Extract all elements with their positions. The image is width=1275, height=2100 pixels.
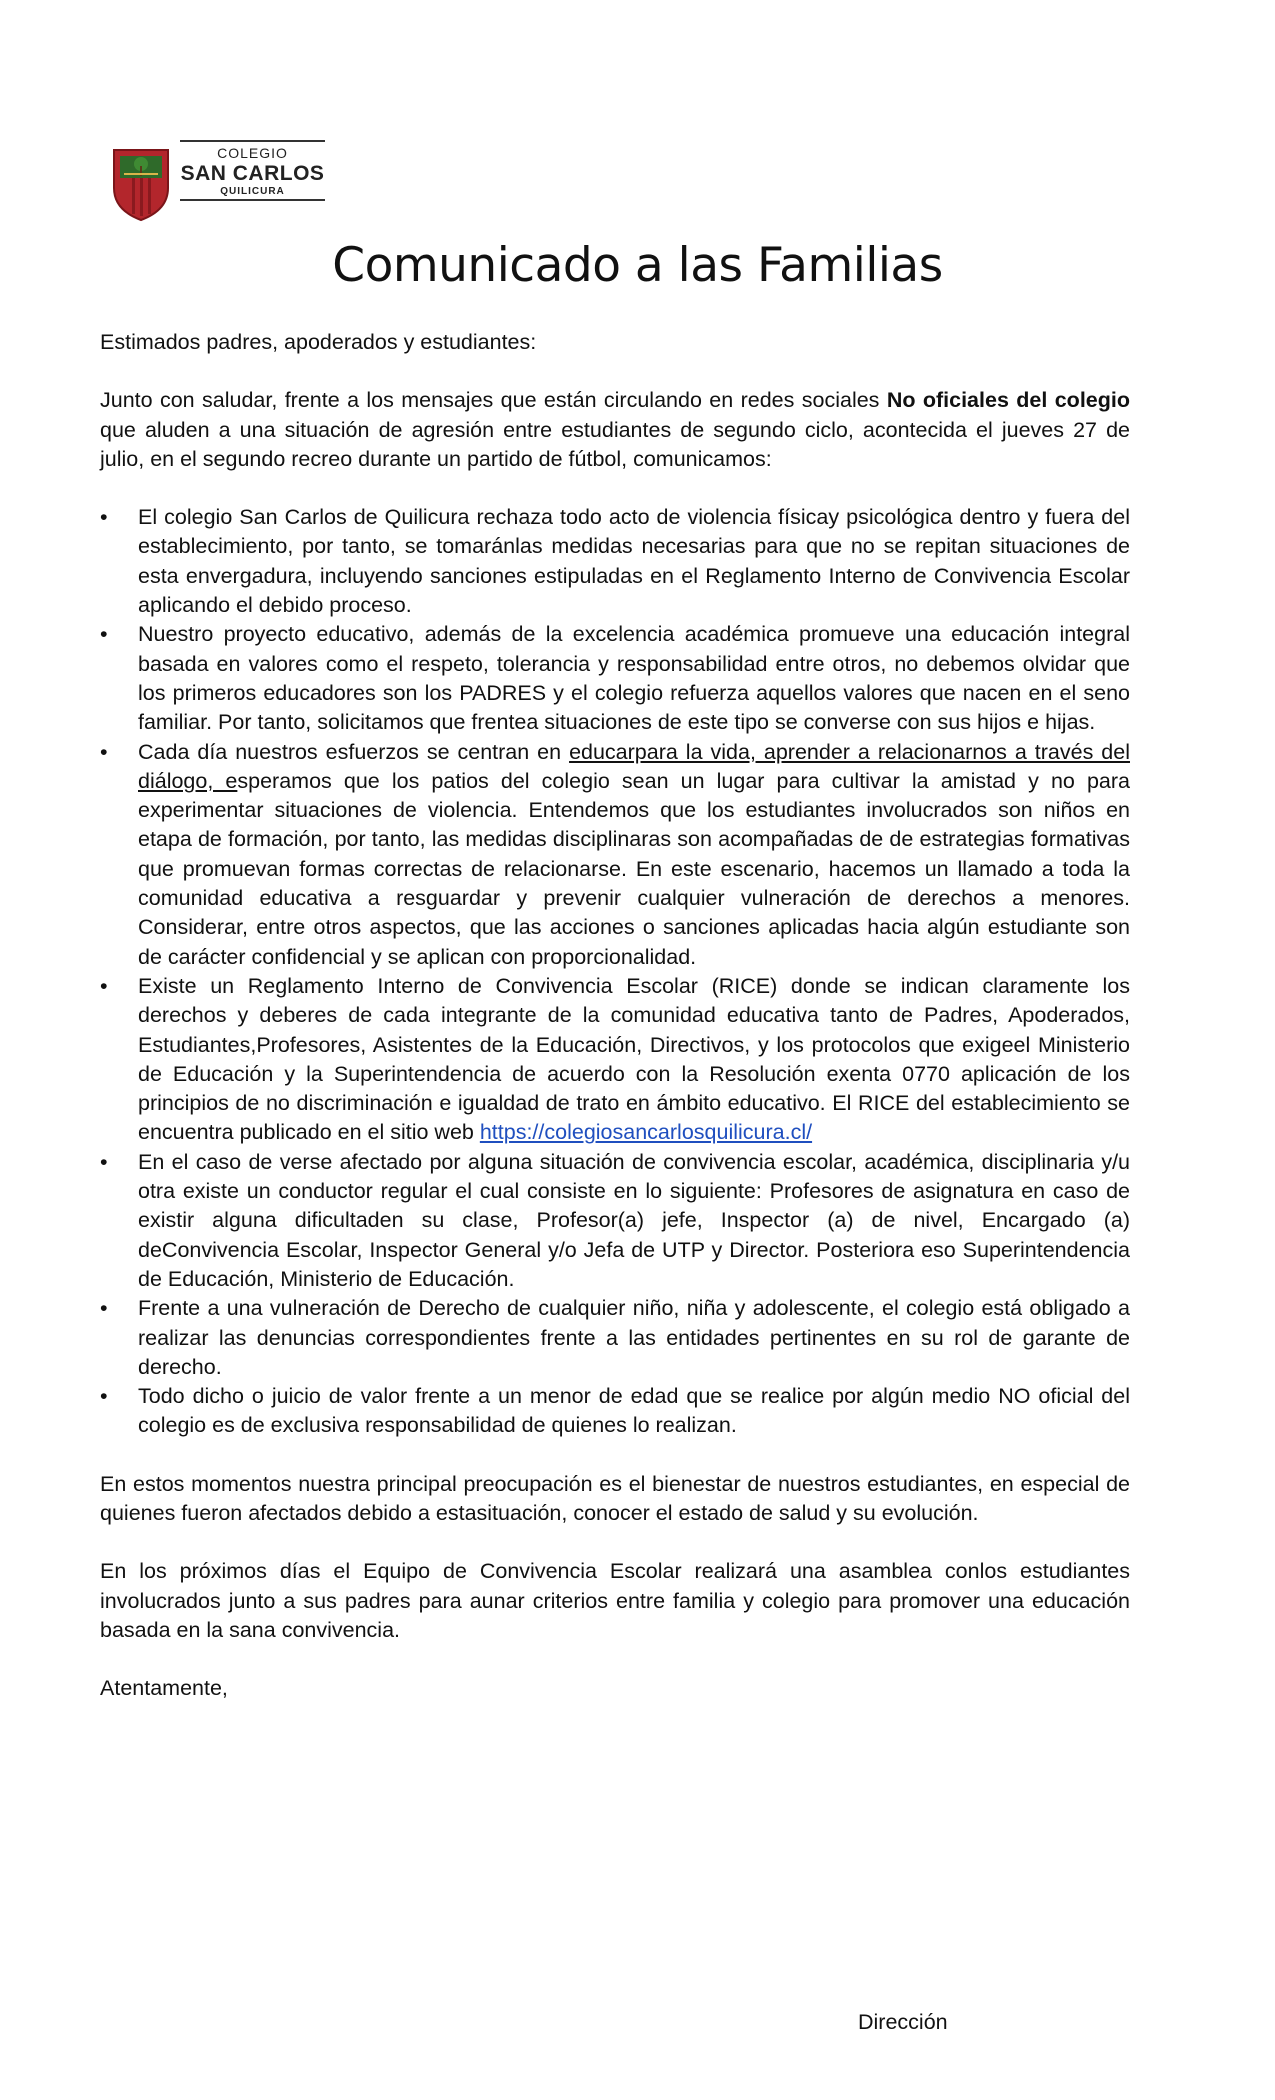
bullet-icon: •	[100, 1384, 108, 1409]
closing: Atentamente,	[100, 1676, 228, 1701]
list-item: • Cada día nuestros esfuerzos se centran en educarpara la vida, aprender a relacionarnos a través del diálogo, esperamos que los patios del colegio sean un lugar para cultivar la amistad y no para experimentar situaciones de violencia. Entendemos que los estudiantes involucrados son niños en etapa de formación, por tanto, las medidas disciplinaras son acompañadas de de estrategias formativas que promuevan formas correctas de relacionarse. En este escenario, hacemos un llamado a toda la comunidad educativa a resguardar y prevenir cualquier vulneración de derechos a menores. Considerar, entre otros aspectos, que las acciones o sanciones aplicadas hacia algún estudiante son de carácter confidencial y se aplican con proporcionalidad.	[100, 739, 1130, 969]
intro-bold: No oficiales del colegio	[886, 388, 1130, 413]
logo-label-top: COLEGIO	[217, 145, 288, 161]
greeting: Estimados padres, apoderados y estudiantes:	[100, 330, 537, 354]
bullet-icon: •	[100, 1296, 108, 1321]
intro-text-1: Junto con saludar, frente a los mensajes que están circulando en redes sociales	[100, 388, 887, 413]
signature: Dirección	[858, 2010, 948, 2034]
list-item: • Existe un Reglamento Interno de Convivencia Escolar (RICE) donde se indican claramente los derechos y deberes de cada integrante de la comunidad educativa tanto de Padres, Apoderados, Estudiantes,Profesores, Asistentes de la Educación, Directivos, y los protocolos que exigeel Ministerio de Educación y la Superintendencia de acuerdo con la Resolución exenta 0770 aplicación de los principios de no discriminación e igualdad de trato en ámbito educativo. El RICE del establecimiento se encuentra publicado en el sitio web https://colegiosancarlosquilicura.cl/	[100, 973, 1130, 1145]
bullet-icon: •	[100, 622, 108, 647]
bullet-icon: •	[100, 973, 108, 998]
website-link[interactable]: https://colegiosancarlosquilicura.cl/	[479, 1120, 813, 1145]
underlined-phrase: educarpara la vida, aprender a relacionarnos a través del diálogo, e	[138, 739, 1130, 793]
school-crest-icon	[110, 144, 172, 222]
bullet-icon: •	[100, 739, 108, 764]
bullet-icon: •	[100, 505, 108, 530]
list-item: • En el caso de verse afectado por alguna situación de convivencia escolar, académica, disciplinaria y/u otra existe un conductor regular el cual consiste en lo siguiente: Profesores de asignatura en caso de existir alguna dificultaden su clase, Profesor(a) jefe, Inspector (a) de nivel, Encargado (a) deConvivencia Escolar, Inspector General y/o Jefa de UTP y Director. Posteriora eso Superintendencia de Educación, Ministerio de Educación.	[100, 1149, 1130, 1291]
list-item: • Todo dicho o juicio de valor frente a un menor de edad que se realice por algún medio NO oficial del colegio es de exclusiva responsabilidad de quienes lo realizan.	[100, 1384, 1130, 1438]
bullet-list	[100, 503, 1130, 1441]
school-logo	[110, 140, 325, 230]
logo-label-sub: QUILICURA	[220, 186, 285, 197]
list-item: • El colegio San Carlos de Quilicura rechaza todo acto de violencia físicay psicológica dentro y fuera del establecimiento, por tanto, se tomaránlas medidas necesarias para que no se repitan situaciones de esta envergadura, incluyendo sanciones estipuladas en el Reglamento Interno de Convivencia Escolar aplicando el debido proceso.	[100, 505, 1130, 618]
assembly-paragraph: En los próximos días el Equipo de Convivencia Escolar realizará una asamblea conlos estudiantes involucrados junto a sus padres para aunar criterios entre familia y colegio para promover una educación basada en la sana convivencia.	[100, 1559, 1130, 1642]
list-item: • Nuestro proyecto educativo, además de la excelencia académica promueve una educación integral basada en valores como el respeto, tolerancia y responsabilidad entre otros, no debemos olvidar que los primeros educadores son los PADRES y el colegio refuerza aquellos valores que nacen en el seno familiar. Por tanto, solicitamos que frentea situaciones de este tipo se converse con sus hijos e hijas.	[100, 622, 1130, 735]
logo-label-main: SAN CARLOS	[180, 162, 325, 185]
page-title: Comunicado a las Familias	[332, 238, 943, 293]
list-item: • Frente a una vulneración de Derecho de cualquier niño, niña y adolescente, el colegio está obligado a realizar las denuncias correspondientes frente a las entidades pertinentes en su rol de garante de derecho.	[100, 1296, 1130, 1379]
intro-paragraph	[100, 386, 1130, 474]
intro-text-2: que aluden a una situación de agresión entre estudiantes de segundo ciclo, acontecida el jueves 27 de julio, en el segundo recreo durante un partido de fútbol, comunicamos:	[100, 417, 1130, 471]
bullet-icon: •	[100, 1149, 108, 1174]
letter-body	[100, 328, 1130, 1703]
concern-paragraph: En estos momentos nuestra principal preocupación es el bienestar de nuestros estudiantes, en especial de quienes fueron afectados debido a estasituación, conocer el estado de salud y su evolución.	[100, 1471, 1130, 1525]
